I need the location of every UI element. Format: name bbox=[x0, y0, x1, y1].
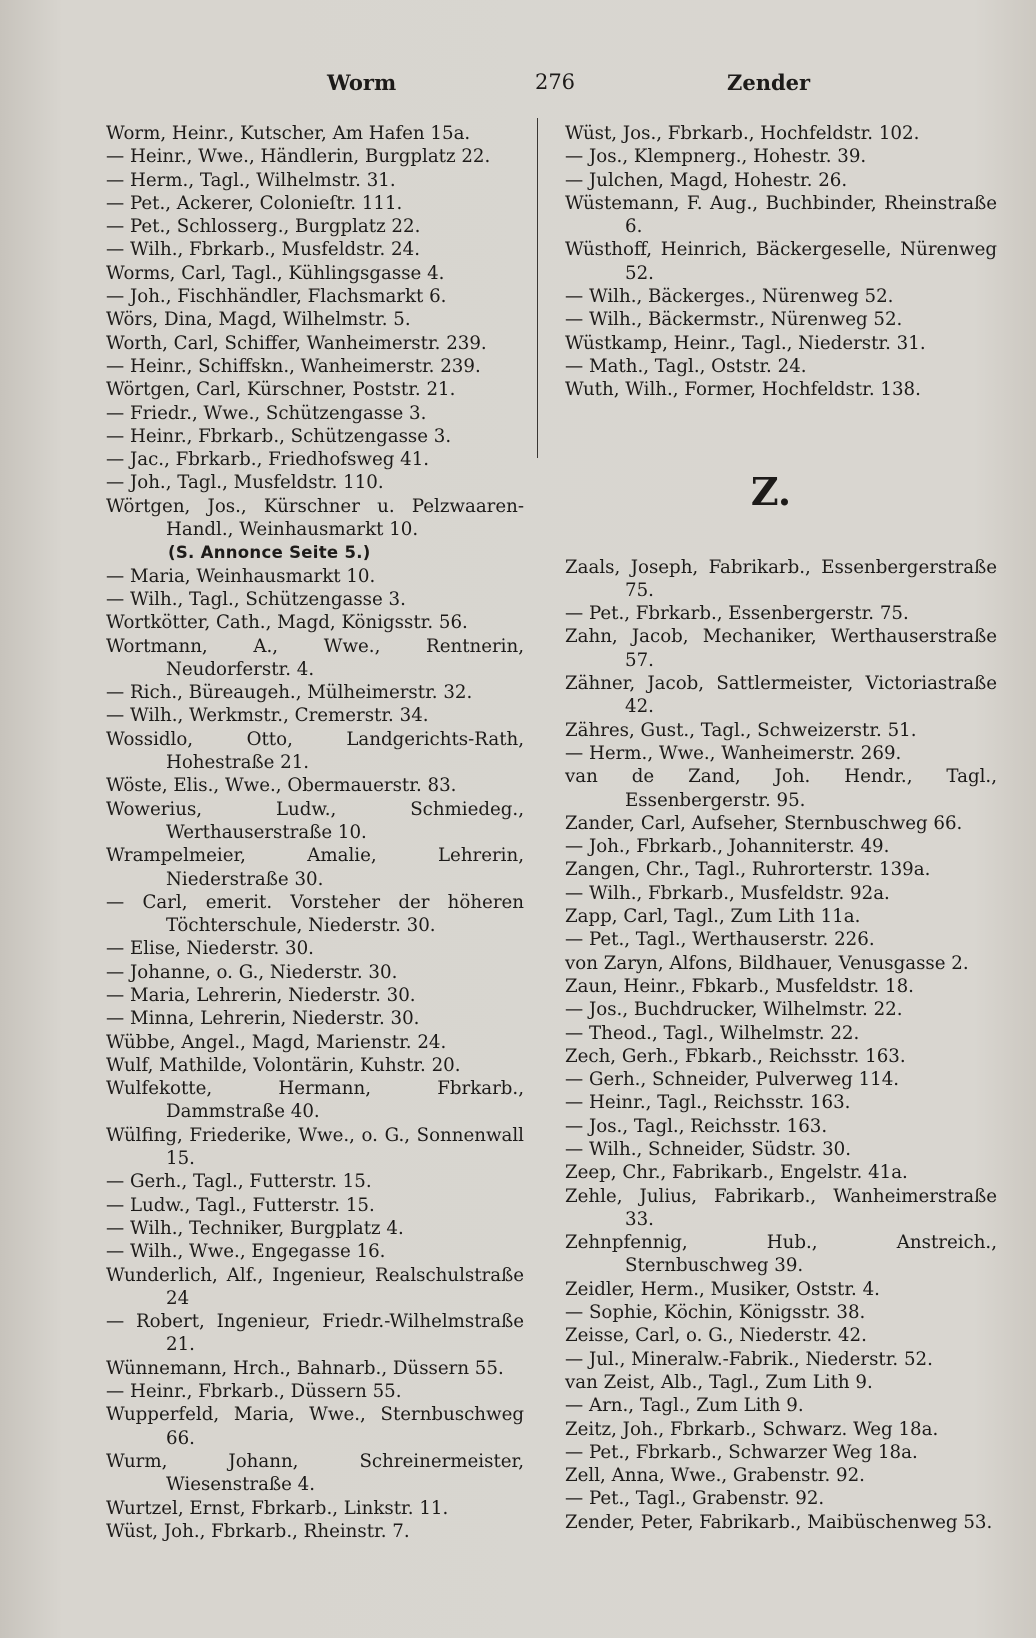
entry: von Zaryn, Alfons, Bildhauer, Venusgasse 2. bbox=[565, 952, 969, 974]
entry: Zeep, Chr., Fabrikarb., Engelstr. 41a. bbox=[565, 1162, 908, 1184]
entry: Zähres, Gust., Tagl., Schweizerstr. 51. bbox=[565, 719, 917, 741]
entry: — Ludw., Tagl., Futterstr. 15. bbox=[106, 1194, 375, 1216]
entry: Wörtgen, Jos., Kürschner u. Pelzwaaren-Handl., Weinhausmarkt 10. bbox=[106, 495, 524, 541]
entry: — Wilh., Bäckerges., Nürenweg 52. bbox=[565, 286, 894, 308]
entry: — Pet., Schlosserg., Burgplatz 22. bbox=[106, 216, 421, 238]
entry: Zahn, Jacob, Mechaniker, Werthauserstraße 57. bbox=[565, 626, 997, 671]
entry: — Pet., Ackerer, Colonieſtr. 111. bbox=[106, 192, 403, 214]
entry: van Zeist, Alb., Tagl., Zum Lith 9. bbox=[565, 1371, 873, 1393]
entry: — Heinr., Schiffskn., Wanheimerstr. 239. bbox=[106, 355, 481, 377]
column-divider bbox=[537, 118, 538, 458]
entry: — Heinr., Wwe., Händlerin, Burgplatz 22. bbox=[106, 146, 491, 168]
entry: — Carl, emerit. Vorsteher der höheren Töchterschule, Niederstr. 30. bbox=[106, 891, 524, 937]
page-number: 276 bbox=[534, 70, 576, 94]
header-right-word: Zender bbox=[727, 70, 811, 95]
entry: Wülfing, Friederike, Wwe., o. G., Sonnenwall 15. bbox=[106, 1124, 524, 1170]
entry: — Jul., Mineralw.-Fabrik., Niederstr. 52. bbox=[565, 1348, 933, 1370]
entry: — Johanne, o. G., Niederstr. 30. bbox=[106, 961, 398, 983]
entry: — Joh., Fbrkarb., Johanniterstr. 49. bbox=[565, 836, 890, 858]
entry: — Pet., Tagl., Grabenstr. 92. bbox=[565, 1488, 825, 1510]
entry: — Wilh., Schneider, Südstr. 30. bbox=[565, 1138, 851, 1160]
entry: — Friedr., Wwe., Schützengasse 3. bbox=[106, 402, 427, 424]
entry: Wüsthoff, Heinrich, Bäckergeselle, Nürenweg 52. bbox=[565, 239, 997, 284]
entry: Worm, Heinr., Kutscher, Am Hafen 15a. bbox=[106, 123, 471, 144]
entry: Zell, Anna, Wwe., Grabenstr. 92. bbox=[565, 1465, 865, 1487]
entry: Zeitz, Joh., Fbrkarb., Schwarz. Weg 18a. bbox=[565, 1418, 939, 1440]
entry: — Jos., Tagl., Reichsstr. 163. bbox=[565, 1115, 828, 1137]
entry: Zähner, Jacob, Sattlermeister, Victoriastraße 42. bbox=[565, 673, 997, 718]
entry: — Wilh., Wwe., Engegasse 16. bbox=[106, 1241, 386, 1263]
entry: Zapp, Carl, Tagl., Zum Lith 11a. bbox=[565, 906, 861, 928]
entry: — Jos., Klempnerg., Hohestr. 39. bbox=[565, 146, 867, 168]
entry: Wortkötter, Cath., Magd, Königsstr. 56. bbox=[106, 612, 468, 634]
entry: Zander, Carl, Aufseher, Sternbuschweg 66. bbox=[565, 812, 963, 834]
entry: van de Zand, Joh. Hendr., Tagl., Essenbergerstr. 95. bbox=[565, 766, 997, 811]
section-heading: Z. bbox=[750, 468, 792, 514]
annonce-note: (S. Annonce Seite 5.) bbox=[168, 543, 371, 563]
right-column bbox=[565, 122, 997, 1534]
entry: — Pet., Tagl., Werthauserstr. 226. bbox=[565, 929, 875, 951]
entry: — Robert, Ingenieur, Friedr.-Wilhelmstraße 21. bbox=[106, 1311, 524, 1356]
entry: — Heinr., Fbrkarb., Schützengasse 3. bbox=[106, 425, 452, 447]
entry: Worth, Carl, Schiffer, Wanheimerstr. 239. bbox=[106, 332, 487, 354]
entry: Zech, Gerh., Fbkarb., Reichsstr. 163. bbox=[565, 1045, 906, 1067]
entry: — Elise, Niederstr. 30. bbox=[106, 938, 314, 960]
entry: Wulf, Mathilde, Volontärin, Kuhstr. 20. bbox=[106, 1054, 461, 1076]
entry: Wurtzel, Ernst, Fbrkarb., Linkstr. 11. bbox=[106, 1497, 449, 1519]
entry: — Theod., Tagl., Wilhelmstr. 22. bbox=[565, 1022, 860, 1044]
entry: — Arn., Tagl., Zum Lith 9. bbox=[565, 1395, 804, 1417]
entry: Wurm, Johann, Schreinermeister, Wiesenstraße 4. bbox=[106, 1450, 524, 1496]
entry: Zeisse, Carl, o. G., Niederstr. 42. bbox=[565, 1325, 867, 1347]
entry: Wörtgen, Carl, Kürschner, Poststr. 21. bbox=[106, 379, 456, 401]
entry: Zaun, Heinr., Fbkarb., Musfeldstr. 18. bbox=[565, 975, 914, 997]
entry: — Joh., Tagl., Musfeldstr. 110. bbox=[106, 472, 384, 494]
entry: — Jos., Buchdrucker, Wilhelmstr. 22. bbox=[565, 999, 903, 1021]
entry: — Pet., Fbrkarb., Schwarzer Weg 18a. bbox=[565, 1441, 918, 1463]
entry: Wossidlo, Otto, Landgerichts-Rath, Hohestraße 21. bbox=[106, 728, 524, 774]
entry: — Gerh., Schneider, Pulverweg 114. bbox=[565, 1069, 900, 1091]
entry: — Herm., Wwe., Wanheimerstr. 269. bbox=[565, 742, 902, 764]
entry: — Minna, Lehrerin, Niederstr. 30. bbox=[106, 1008, 420, 1030]
entry: Zeidler, Herm., Musiker, Oststr. 4. bbox=[565, 1278, 880, 1300]
entry: — Wilh., Werkmstr., Cremerstr. 34. bbox=[106, 705, 429, 727]
entry: — Pet., Fbrkarb., Essenbergerstr. 75. bbox=[565, 603, 909, 625]
header-left-word: Worm bbox=[327, 70, 397, 95]
entry: Wüst, Joh., Fbrkarb., Rheinstr. 7. bbox=[106, 1520, 410, 1542]
entry: — Wilh., Techniker, Burgplatz 4. bbox=[106, 1217, 404, 1239]
entry: Zangen, Chr., Tagl., Ruhrorterstr. 139a. bbox=[565, 859, 931, 881]
entry: — Sophie, Köchin, Königsstr. 38. bbox=[565, 1302, 866, 1324]
entry: Wünnemann, Hrch., Bahnarb., Düssern 55. bbox=[106, 1357, 504, 1379]
entry: — Herm., Tagl., Wilhelmstr. 31. bbox=[106, 169, 396, 191]
entry: Wöste, Elis., Wwe., Obermauerstr. 83. bbox=[106, 775, 457, 797]
entry: Wunderlich, Alf., Ingenieur, Realschulstraße 24 bbox=[106, 1264, 524, 1309]
entry: Wortmann, A., Wwe., Rentnerin, Neudorferstr. 4. bbox=[106, 635, 524, 680]
entry: Zaals, Joseph, Fabrikarb., Essenbergerstraße 75. bbox=[565, 556, 997, 601]
entry: — Math., Tagl., Oststr. 24. bbox=[565, 355, 807, 377]
left-column bbox=[106, 122, 524, 1543]
entry: Worms, Carl, Tagl., Kühlingsgasse 4. bbox=[106, 262, 445, 284]
entry: — Wilh., Bäckermstr., Nürenweg 52. bbox=[565, 309, 903, 331]
entry: Zender, Peter, Fabrikarb., Maibüschenweg 53. bbox=[565, 1511, 993, 1533]
entry: Wüstemann, F. Aug., Buchbinder, Rheinstraße 6. bbox=[565, 192, 997, 238]
entry: — Wilh., Tagl., Schützengasse 3. bbox=[106, 588, 406, 610]
entry: — Maria, Weinhausmarkt 10. bbox=[106, 565, 376, 587]
entry: Wrampelmeier, Amalie, Lehrerin, Niederstraße 30. bbox=[106, 845, 524, 890]
entry: — Jac., Fbrkarb., Friedhofsweg 41. bbox=[106, 449, 430, 471]
entry: — Julchen, Magd, Hohestr. 26. bbox=[565, 169, 848, 191]
page-header bbox=[105, 70, 990, 104]
entry: — Heinr., Fbrkarb., Düssern 55. bbox=[106, 1381, 402, 1403]
section-spacer-bottom bbox=[565, 512, 997, 556]
entry: — Maria, Lehrerin, Niederstr. 30. bbox=[106, 984, 416, 1006]
entry: — Gerh., Tagl., Futterstr. 15. bbox=[106, 1171, 372, 1193]
entry: Zehnpfennig, Hub., Anstreich., Sternbuschweg 39. bbox=[565, 1232, 997, 1277]
section-spacer-top bbox=[565, 402, 997, 472]
entry: Wörs, Dina, Magd, Wilhelmstr. 5. bbox=[106, 309, 411, 331]
entry: Wuth, Wilh., Former, Hochfeldstr. 138. bbox=[565, 379, 921, 401]
entry: Wüstkamp, Heinr., Tagl., Niederstr. 31. bbox=[565, 332, 926, 354]
entry: Wulfekotte, Hermann, Fbrkarb., Dammstraße 40. bbox=[106, 1078, 524, 1123]
entry: — Rich., Büreaugeh., Mülheimerstr. 32. bbox=[106, 682, 473, 704]
entry: Wüst, Jos., Fbrkarb., Hochfeldstr. 102. bbox=[565, 123, 920, 144]
entry: Wübbe, Angel., Magd, Marienstr. 24. bbox=[106, 1031, 447, 1053]
entry: — Wilh., Fbrkarb., Musfeldstr. 92a. bbox=[565, 882, 890, 904]
entry: Wowerius, Ludw., Schmiedeg., Werthauserstraße 10. bbox=[106, 798, 524, 843]
entry: Zehle, Julius, Fabrikarb., Wanheimerstraße 33. bbox=[565, 1185, 997, 1230]
entry: — Wilh., Fbrkarb., Musfeldstr. 24. bbox=[106, 239, 420, 261]
entry: Wupperfeld, Maria, Wwe., Sternbuschweg 66. bbox=[106, 1404, 524, 1449]
entry: — Heinr., Tagl., Reichsstr. 163. bbox=[565, 1092, 851, 1114]
entry: — Joh., Fischhändler, Flachsmarkt 6. bbox=[106, 286, 447, 308]
